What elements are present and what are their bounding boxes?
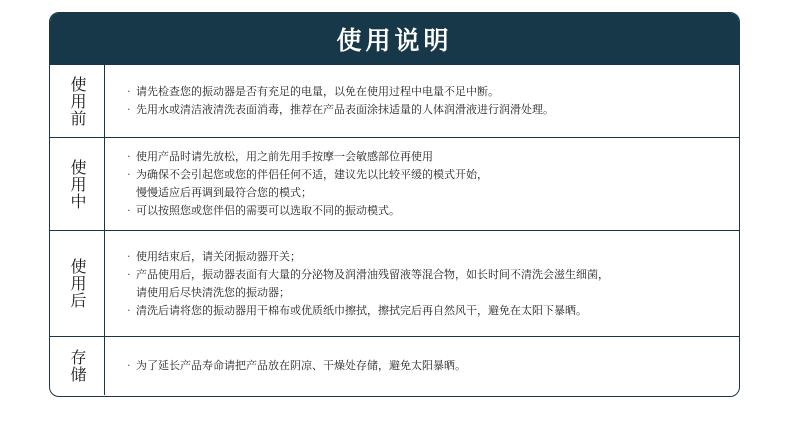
bullet-dot: · [127, 168, 131, 181]
item-text: 产品使用后，振动器表面有大量的分泌物及润滑油残留液等混合物，如长时间不清洗会滋生细菌， [136, 267, 609, 281]
item-text: 慢慢适应后再调到最符合您的模式； [136, 186, 312, 199]
list-item [127, 302, 729, 320]
bullet-dot: · [127, 204, 131, 217]
list-item [127, 248, 729, 266]
section-content [105, 65, 739, 137]
list-item-continuation [127, 184, 729, 202]
section-after-use [50, 230, 739, 336]
item-text: 使用结束后，请关闭振动器开关； [136, 249, 301, 263]
section-label: 使用前 [68, 75, 87, 127]
bullet-dot: · [127, 85, 131, 98]
list-item [127, 266, 729, 284]
section-label-cell [50, 65, 105, 137]
item-text: 请使用后尽快清洗您的振动器； [136, 285, 290, 299]
page-title: 使用说明 [336, 26, 453, 55]
list-item [127, 202, 729, 220]
section-content [105, 231, 739, 336]
usage-instructions-card [49, 12, 740, 397]
section-label: 存储 [68, 349, 87, 383]
list-item [127, 166, 729, 184]
section-label: 使用后 [68, 258, 87, 309]
bullet-dot: · [127, 303, 131, 317]
list-item [127, 357, 729, 375]
bullet-dot: · [127, 103, 131, 116]
item-text: 请先检查您的振动器是否有充足的电量，以免在使用过程中电量不足中断。 [136, 85, 499, 98]
section-label-cell [50, 337, 105, 395]
section-content [105, 337, 739, 395]
bullet-dot: · [127, 267, 131, 281]
item-text: 为确保不会引起您或您的伴侣任何不适，建议先以比较平缓的模式开始， [136, 168, 488, 181]
item-text: 清洗后请将您的振动器用干棉布或优质纸巾擦拭，擦拭完后再自然风干，避免在太阳下暴晒。 [136, 303, 587, 317]
section-during-use [50, 137, 739, 230]
section-label: 使用中 [68, 158, 87, 210]
list-item [127, 101, 729, 119]
section-before-use [50, 65, 739, 137]
title-bar [50, 13, 739, 65]
section-label-cell [50, 138, 105, 230]
list-item-continuation [127, 284, 729, 302]
bullet-dot: · [127, 249, 131, 263]
section-content [105, 138, 739, 230]
bullet-dot: · [127, 150, 131, 163]
bullet-dot: · [127, 359, 131, 372]
list-item [127, 83, 729, 101]
list-item [127, 148, 729, 166]
section-storage [50, 336, 739, 395]
item-text: 可以按照您或您伴侣的需要可以选取不同的振动模式。 [136, 204, 400, 217]
item-text: 先用水或清洁液清洗表面消毒，推荐在产品表面涂抹适量的人体润滑液进行润滑处理。 [136, 103, 554, 116]
item-text: 为了延长产品寿命请把产品放在阴凉、干燥处存储，避免太阳暴晒。 [136, 359, 466, 372]
item-text: 使用产品时请先放松，用之前先用手按摩一会敏感部位再使用 [136, 150, 433, 163]
section-label-cell [50, 231, 105, 336]
